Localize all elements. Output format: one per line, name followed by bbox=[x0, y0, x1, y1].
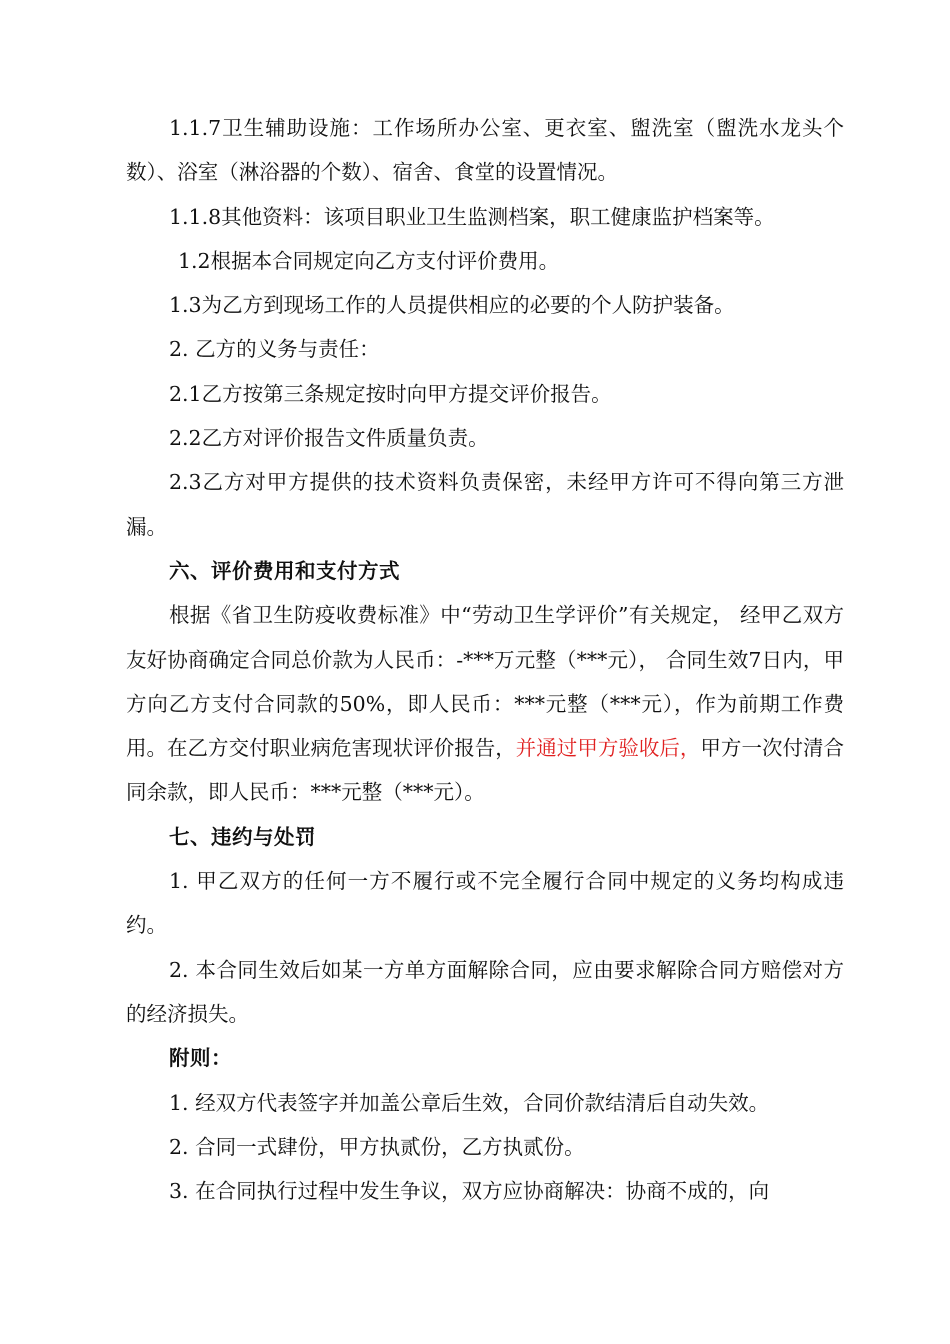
clause-1-2: 1.2根据本合同规定向乙方支付评价费用。 bbox=[178, 248, 560, 273]
section-6-text-highlight: 并通过甲方验收后， bbox=[515, 736, 701, 761]
appendix-1: 1. 经双方代表签字并加盖公章后生效，合同价款结清后自动失效。 bbox=[169, 1090, 770, 1115]
appendix-2: 2. 合同一式肆份，甲方执贰份，乙方执贰份。 bbox=[169, 1134, 585, 1159]
clause-2-3: 2.3乙方对甲方提供的技术资料负责保密，未经甲方许可不得向第三方泄漏。 bbox=[126, 470, 844, 539]
section-6-text-after: 甲方一次付清合同余款，即人民币：***元整（***元）。 bbox=[126, 736, 845, 805]
clause-2-1: 2.1乙方按第三条规定按时向甲方提交评价报告。 bbox=[169, 381, 612, 406]
section-6-heading: 六、评价费用和支付方式 bbox=[169, 558, 400, 583]
clause-1-1-7: 1.1.7卫生辅助设施：工作场所办公室、更衣室、盥洗室（盥洗水龙头个数）、浴室（淋浴器的个数）、宿舍、食堂的设置情况。 bbox=[126, 116, 844, 185]
appendix-3: 3. 在合同执行过程中发生争议，双方应协商解决：协商不成的，向 bbox=[169, 1179, 770, 1204]
document-body bbox=[126, 106, 844, 1213]
section-6-text-before: 根据《省卫生防疫收费标准》中“劳动卫生学评价”有关规定， 经甲乙双方友好协商确定合同总价款为人民币：-***万元整（***元）， 合同生效7日内，甲方向乙方支付合同款的50%，即人民币：***元整（***元），作为前期工作费用。在乙方交付职业病危害现状评价报告， bbox=[126, 603, 844, 761]
clause-1-1-8: 1.1.8其他资料：该项目职业卫生监测档案，职工健康监护档案等。 bbox=[169, 204, 775, 229]
clause-2: 2. 乙方的义务与责任： bbox=[169, 337, 380, 362]
clause-7-1: 1. 甲乙双方的任何一方不履行或不完全履行合同中规定的义务均构成违约。 bbox=[126, 869, 844, 938]
clause-1-3: 1.3为乙方到现场工作的人员提供相应的必要的个人防护装备。 bbox=[169, 293, 735, 318]
appendix-heading: 附则： bbox=[169, 1046, 232, 1071]
clause-7-2: 2. 本合同生效后如某一方单方面解除合同，应由要求解除合同方赔偿对方的经济损失。 bbox=[126, 957, 844, 1026]
clause-2-2: 2.2乙方对评价报告文件质量负责。 bbox=[169, 426, 489, 451]
section-6-paragraph bbox=[126, 593, 844, 814]
section-7-heading: 七、违约与处罚 bbox=[169, 824, 316, 849]
